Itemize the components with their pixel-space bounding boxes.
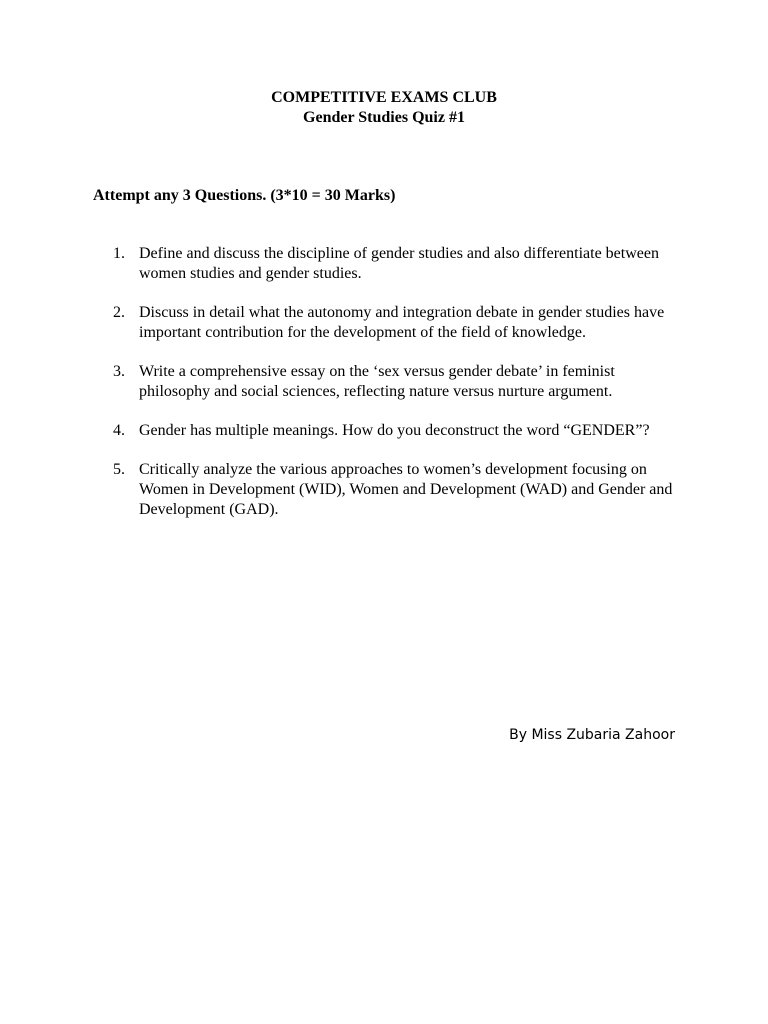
question-text: Gender has multiple meanings. How do you deconstruct the word “GENDER”? [139,422,650,439]
question-number: 5. [113,461,125,478]
question-number: 4. [113,422,125,439]
question-item [113,362,673,402]
question-number: 1. [113,245,125,262]
question-text: Critically analyze the various approaches to women’s development focusing on Women in Development (WID), Women and Development (WAD) and Gender and Development (GAD). [139,461,673,518]
question-number: 3. [113,363,125,380]
club-title: COMPETITIVE EXAMS CLUB [271,89,497,106]
author-byline: By Miss Zubaria Zahoor [509,727,675,743]
instruction-text: Attempt any 3 Questions. (3*10 = 30 Marks) [93,187,396,204]
question-number: 2. [113,304,125,321]
question-item [113,460,673,520]
document-header [0,88,768,128]
question-text: Discuss in detail what the autonomy and integration debate in gender studies have important contribution for the development of the field of knowledge. [139,304,665,341]
question-item [113,244,673,284]
question-list [113,244,673,539]
question-text: Define and discuss the discipline of gender studies and also differentiate between women studies and gender studies. [139,245,659,282]
question-text: Write a comprehensive essay on the ‘sex versus gender debate’ in feminist philosophy and social sciences, reflecting nature versus nurture argument. [139,363,615,400]
question-item [113,303,673,343]
question-item [113,421,673,441]
quiz-title: Gender Studies Quiz #1 [303,109,465,126]
